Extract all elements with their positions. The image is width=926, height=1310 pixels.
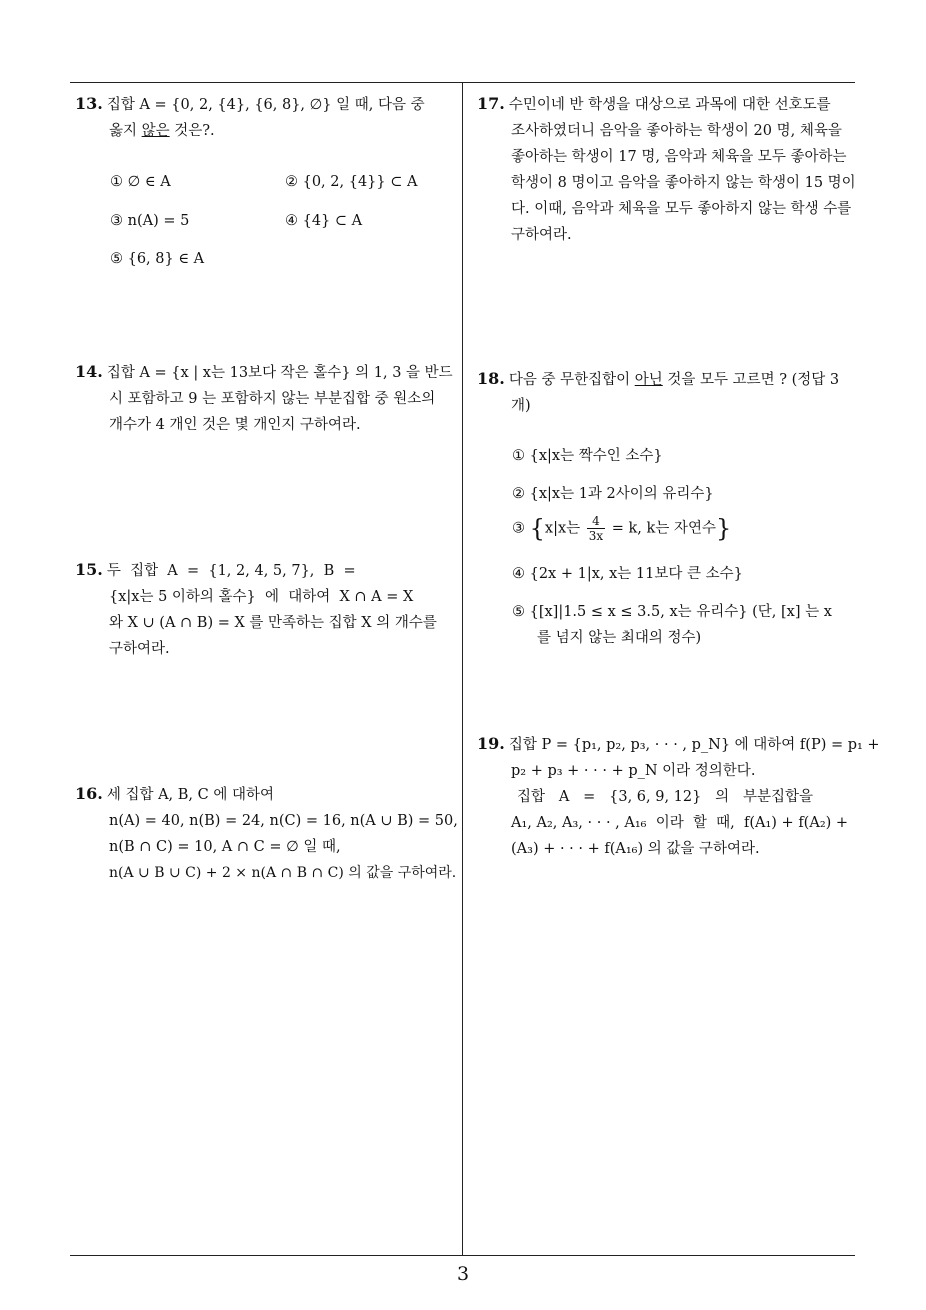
column-divider <box>462 82 463 1255</box>
question-text-line: 두 집합 A = {1, 2, 4, 5, 7}, B = <box>106 563 356 579</box>
choice-2: ② {0, 2, {4}} ⊂ A <box>285 174 418 190</box>
choice-3: ③ n(A) = 5 <box>110 213 190 229</box>
question-number: 16. <box>75 784 103 803</box>
choice-5-continuation: 를 넘지 않는 최대의 정수) <box>537 630 702 646</box>
choice-text: = k, k는 자연수 <box>607 520 716 537</box>
question-18 <box>477 366 862 419</box>
choice-4: ④ {2x + 1|x, x는 11보다 큰 소수} <box>512 566 743 582</box>
choice-4: ④ {4} ⊂ A <box>285 213 363 229</box>
fraction <box>587 514 605 543</box>
choice-3 <box>512 514 731 543</box>
question-text-line: 좋아하는 학생이 17 명, 음악과 체육을 모두 좋아하는 <box>511 149 847 165</box>
question-number: 17. <box>477 94 505 113</box>
question-text-line: 학생이 8 명이고 음악을 좋아하지 않는 학생이 15 명이 <box>511 175 856 191</box>
question-text-line: 구하여라. <box>109 641 170 657</box>
question-number: 15. <box>75 560 103 579</box>
page-number: 3 <box>456 1263 470 1285</box>
question-text-line: 집합 P = {p₁, p₂, p₃, · · · , p_N} 에 대하여 f(P) = p₁ + <box>508 737 880 753</box>
question-text-line: n(A) = 40, n(B) = 24, n(C) = 16, n(A ∪ B) = 50, <box>109 813 458 829</box>
left-brace: { <box>529 514 545 543</box>
question-text-line: n(B ∩ C) = 10, A ∩ C = ∅ 일 때, <box>109 839 341 855</box>
question-text-line: 다. 이때, 음악과 체육을 모두 좋아하지 않는 학생 수를 <box>511 201 852 217</box>
question-number: 14. <box>75 362 103 381</box>
underlined-word: 않은 <box>141 123 170 139</box>
choice-5: ⑤ {6, 8} ∈ A <box>110 251 205 267</box>
question-text-line: 개) <box>511 398 531 414</box>
choice-marker: ③ <box>512 520 530 537</box>
question-text-line: 조사하였더니 음악을 좋아하는 학생이 20 명, 체육을 <box>511 123 842 139</box>
question-text-line: (A₃) + · · · + f(A₁₆) 의 값을 구하여라. <box>511 841 760 857</box>
question-text-line: 집합 A = {0, 2, {4}, {6, 8}, ∅} 일 때, 다음 중 <box>106 97 425 113</box>
question-text-line: p₂ + p₃ + · · · + p_N 이라 정의한다. <box>511 763 756 779</box>
question-text-line: {x|x는 5 이하의 홀수} 에 대하여 X ∩ A = X <box>109 589 414 605</box>
question-14 <box>75 359 457 438</box>
underlined-word: 아닌 <box>634 372 663 388</box>
question-text-line: 다음 중 무한집합이 <box>508 372 635 388</box>
choice-1: ① {x|x는 짝수인 소수} <box>512 448 663 464</box>
fraction-denominator: 3x <box>588 529 604 543</box>
question-text-line: 옳지 <box>109 123 142 139</box>
choice-5: ⑤ {[x]|1.5 ≤ x ≤ 3.5, x는 유리수} (단, [x] 는 x <box>512 604 832 620</box>
question-number: 13. <box>75 94 103 113</box>
question-text-line: A₁, A₂, A₃, · · · , A₁₆ 이라 할 때, f(A₁) + f(A₂) + <box>511 815 849 831</box>
question-text-line: 수민이네 반 학생을 대상으로 과목에 대한 선호도를 <box>508 97 831 113</box>
choice-1: ① ∅ ∈ A <box>110 174 171 190</box>
question-19 <box>477 731 880 862</box>
question-text-line: 것을 모두 고르면 ? (정답 3 <box>662 372 840 388</box>
question-text-line: 집합 A = {3, 6, 9, 12} 의 부분집합을 <box>517 789 814 805</box>
right-brace: } <box>715 514 732 543</box>
question-17 <box>477 91 862 248</box>
choice-text: x|x는 <box>544 520 585 537</box>
question-text-line: 와 X ∪ (A ∩ B) = X 를 만족하는 집합 X 의 개수를 <box>109 615 437 631</box>
question-text-line: 구하여라. <box>511 227 572 243</box>
bottom-rule <box>70 1255 855 1256</box>
question-text-line: 집합 A = {x | x는 13보다 작은 홀수} 의 1, 3 을 반드 <box>106 365 453 381</box>
question-text-line: 시 포함하고 9 는 포함하지 않는 부분집합 중 원소의 <box>109 391 436 407</box>
question-text-line: 것은?. <box>169 123 215 139</box>
question-text-line: 개수가 4 개인 것은 몇 개인지 구하여라. <box>109 417 361 433</box>
question-text-line: n(A ∪ B ∪ C) + 2 × n(A ∩ B ∩ C) 의 값을 구하여라. <box>109 865 457 881</box>
question-number: 19. <box>477 734 505 753</box>
choice-2: ② {x|x는 1과 2사이의 유리수} <box>512 486 714 502</box>
question-13 <box>75 91 457 144</box>
question-number: 18. <box>477 369 505 388</box>
question-15 <box>75 557 457 662</box>
question-text-line: 세 집합 A, B, C 에 대하여 <box>106 787 274 803</box>
question-16 <box>75 781 457 886</box>
fraction-numerator: 4 <box>587 514 605 529</box>
